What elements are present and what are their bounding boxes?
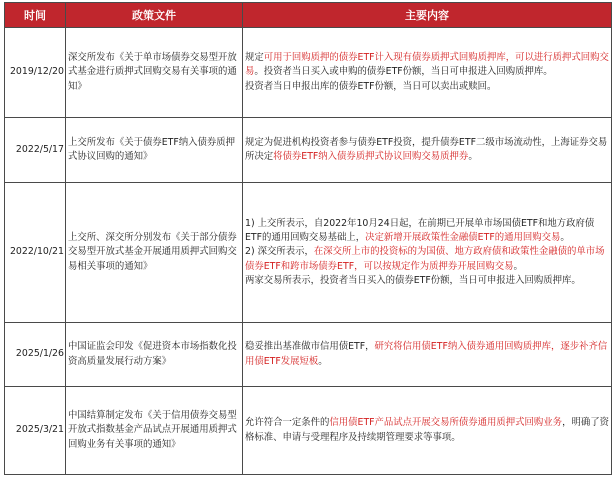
content-text: 投资者当日申报出库的债券ETF份额，当日可以卖出或赎回。 [245, 80, 497, 92]
content-text: 。 [468, 151, 478, 162]
content-text: 2) 深交所表示， [245, 246, 314, 258]
row-date: 2025/1/26 [5, 323, 66, 387]
row-main-content [243, 28, 612, 118]
content-paragraph [245, 80, 609, 94]
table-row [5, 28, 612, 118]
content-text: 允许符合一定条件的 [245, 417, 330, 429]
header-main-content: 主要内容 [243, 3, 612, 28]
policy-table [4, 2, 612, 475]
row-policy-document: 深交所发布《关于单市场债券交易型开放式基金进行质押式回购交易有关事项的通知》 [66, 28, 243, 118]
row-main-content [243, 183, 612, 323]
content-highlight: 在深交所上市的投资标的为国债、地方政府债和政策性金融债的单市场债券ETF和跨市场债券ETF，可以按规定作为质押券开展回购交易 [245, 246, 605, 272]
row-policy-document: 上交所、深交所分别发布《关于部分债券交易型开放式基金开展通用质押式回购交易相关事项的通知》 [66, 183, 243, 323]
content-paragraph [245, 51, 609, 79]
policy-table-container [4, 2, 611, 475]
content-text: 两家交易所表示，投资者当日买入的债券ETF份额，当日可申报进入回购质押库。 [245, 274, 581, 286]
row-date: 2022/10/21 [5, 183, 66, 323]
content-text: 规定为促进机构投资者参与债券ETF投资，提升债券ETF二级市场流动性，上海证券交易所决定 [245, 136, 608, 162]
content-text: 稳妥推出基准做市信用债ETF， [245, 341, 375, 353]
content-highlight: 信用债ETF产品试点开展交易所债券通用质押式回购业务 [329, 417, 563, 429]
row-date: 2025/3/21 [5, 387, 66, 475]
table-row [5, 323, 612, 387]
content-text: 。投资者当日买入或申购的债券ETF份额，当日可申报进入回购质押库。 [254, 66, 553, 78]
row-main-content [243, 387, 612, 475]
content-paragraph [245, 274, 609, 288]
header-policy-document: 政策文件 [66, 3, 243, 28]
header-time: 时间 [5, 3, 66, 28]
content-text: 1) 上交所表示，自2022年10月24日起，在前期已开展单市场国债ETF和地方政府债ETF的通用回购交易基础上， [245, 217, 595, 244]
content-text: 。 [513, 260, 523, 272]
content-text: ，明确了资格标准、申请与受理程序及持续期管理要求等事项。 [245, 417, 609, 443]
content-highlight: 将债券ETF纳入债券质押式协议回购交易质押券 [273, 151, 469, 162]
row-policy-document: 中国证监会印发《促进资本市场指数化投资高质量发展行动方案》 [66, 323, 243, 387]
content-text: 。 [318, 355, 328, 367]
content-paragraph [245, 217, 609, 245]
row-date: 2022/5/17 [5, 118, 66, 183]
row-policy-document: 中国结算制定发布《关于信用债券交易型开放式指数基金产品试点开展通用质押式回购业务有关事项的通知》 [66, 387, 243, 475]
row-main-content [243, 323, 612, 387]
content-text: 规定 [245, 52, 264, 64]
row-main-content [243, 118, 612, 183]
content-highlight: 决定新增开展政策性金融债ETF的通用回购交易 [365, 232, 561, 244]
table-row [5, 118, 612, 183]
content-paragraph [245, 245, 609, 273]
table-header-row [5, 3, 612, 28]
content-text: 。 [560, 232, 570, 244]
row-policy-document: 上交所发布《关于债券ETF纳入债券质押式协议回购的通知》 [66, 118, 243, 183]
content-highlight: 研究将信用债ETF纳入债券通用回购质押库，逐步补齐信用债ETF发展短板 [245, 341, 608, 367]
row-date: 2019/12/20 [5, 28, 66, 118]
table-row [5, 183, 612, 323]
content-highlight: 可用于回购质押的债券ETF计入现有债券质押式回购质押库，可以进行质押式回购交易 [245, 52, 609, 78]
table-row [5, 387, 612, 475]
